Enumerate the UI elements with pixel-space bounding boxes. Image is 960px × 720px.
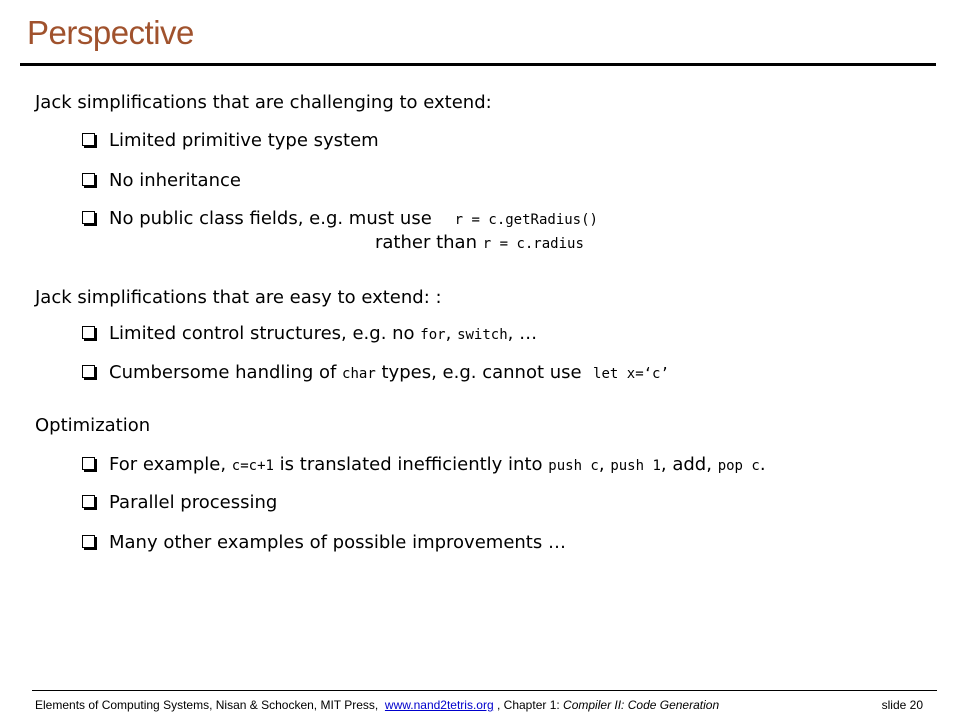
footer-divider (32, 690, 937, 691)
separator-text: , (445, 323, 452, 344)
code-snippet: char (342, 366, 376, 382)
bullet-public-fields (82, 208, 598, 229)
code-snippet: push c (548, 458, 599, 474)
bullet-text-mid: types, e.g. cannot use (381, 362, 582, 383)
bullet-box-icon (82, 133, 95, 146)
bullet-box-icon (82, 173, 95, 186)
code-snippet: let x=‘c’ (593, 366, 669, 382)
section-heading-easy: Jack simplifications that are easy to extend: : (35, 287, 442, 308)
slide-title: Perspective (27, 14, 194, 51)
footer-link[interactable]: www.nand2tetris.org (384, 698, 494, 712)
bullet-text-mid: is translated inefficiently into (279, 454, 543, 475)
footer-chapter-title: Compiler II: Code Generation (563, 698, 720, 712)
code-snippet: push 1 (610, 458, 661, 474)
footer-citation (35, 698, 925, 712)
trailing-text: , … (507, 323, 538, 344)
bullet-box-icon (82, 495, 95, 508)
bullet-char-handling (82, 362, 669, 383)
code-snippet: r = c.radius (482, 236, 584, 252)
title-divider (20, 63, 936, 66)
bullet-box-icon (82, 211, 95, 224)
slide-number: slide 20 (881, 698, 923, 712)
bullet-inheritance (82, 170, 241, 191)
code-snippet: c=c+1 (231, 458, 274, 474)
bullet-box-icon (82, 457, 95, 470)
bullet-for-example (82, 454, 766, 475)
bullet-text: No public class fields, e.g. must use (109, 208, 432, 229)
bullet-box-icon (82, 365, 95, 378)
bullet-control-structures (82, 323, 537, 344)
bullet-other-examples (82, 532, 566, 553)
code-snippet: for (420, 327, 446, 343)
bullet-box-icon (82, 535, 95, 548)
section-heading-challenging: Jack simplifications that are challenging to extend: (35, 92, 492, 113)
footer-text: Elements of Computing Systems, Nisan & Schocken, MIT Press, (35, 698, 379, 712)
bullet-text: Limited control structures, e.g. no (109, 323, 415, 344)
continuation-text: rather than (375, 232, 477, 253)
bullet-text: For example, (109, 454, 227, 475)
footer-text-mid: , Chapter 1: (497, 698, 560, 712)
bullet-box-icon (82, 326, 95, 339)
bullet-text: Parallel processing (109, 492, 278, 513)
code-snippet: switch (457, 327, 508, 343)
bullet-parallel (82, 492, 277, 513)
code-snippet: pop c (717, 458, 760, 474)
trailing-text: . (759, 454, 766, 475)
section-heading-optimization: Optimization (35, 415, 151, 436)
bullet-primitive-types (82, 130, 379, 151)
bullet-text: Many other examples of possible improvements … (109, 532, 566, 553)
separator-text: , add, (660, 454, 712, 475)
code-snippet: r = c.getRadius() (454, 212, 598, 228)
bullet-text: Limited primitive type system (109, 130, 379, 151)
bullet-text: Cumbersome handling of (109, 362, 337, 383)
separator-text: , (598, 454, 605, 475)
bullet-public-fields-continuation (375, 232, 584, 253)
bullet-text: No inheritance (109, 170, 241, 191)
